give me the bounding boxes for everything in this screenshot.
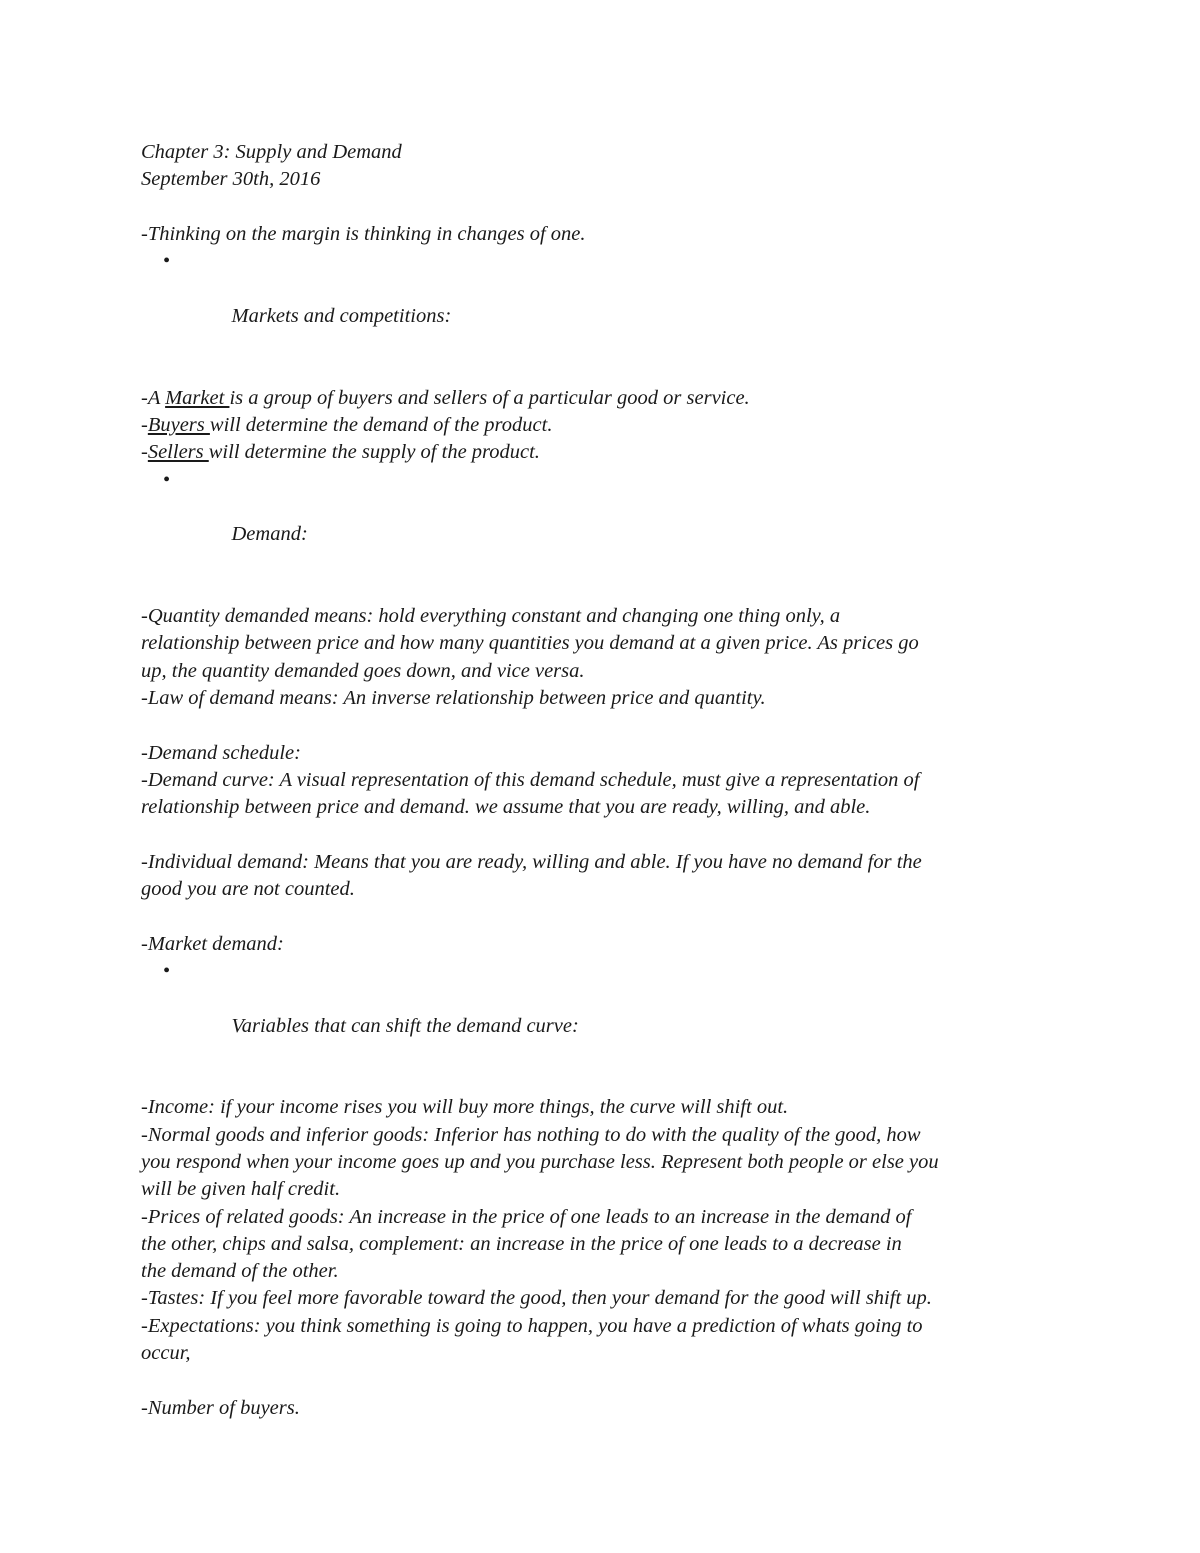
note-related-goods: the demand of the other. — [141, 1260, 339, 1283]
spacer — [141, 194, 1071, 221]
note-quantity-demanded: -Quantity demanded means: hold everything constant and changing one thing only, a — [141, 605, 841, 628]
bullet-label: Demand: — [231, 523, 308, 546]
bullet-item-variables — [141, 958, 1071, 1067]
note-sellers — [141, 439, 1071, 466]
spacer — [141, 903, 1071, 930]
spacer — [141, 1367, 1071, 1394]
note-demand-curve: relationship between price and demand. we assume that you are ready, willing, and able. — [141, 796, 871, 819]
document-date: September 30th, 2016 — [141, 168, 321, 191]
note-demand-curve: -Demand curve: A visual representation of this demand schedule, must give a representation of — [141, 768, 920, 791]
note-expectations: -Expectations: you think something is going to happen, you have a prediction of whats going to — [141, 1314, 923, 1337]
term-market: Market — [165, 386, 230, 409]
spacer — [141, 821, 1071, 848]
note-demand-schedule: -Demand schedule: — [141, 741, 301, 764]
note-buyers — [141, 412, 1071, 439]
note-quantity-demanded: up, the quantity demanded goes down, and vice versa. — [141, 659, 585, 682]
spacer — [141, 712, 1071, 739]
note-prefix: - — [141, 441, 148, 464]
note-normal-goods: -Normal goods and inferior goods: Inferior has nothing to do with the quality of the good, how — [141, 1123, 921, 1146]
note-quantity-demanded: relationship between price and how many quantities you demand at a given price. As prices go — [141, 632, 919, 655]
bullet-icon: • — [163, 250, 171, 273]
note-related-goods: the other, chips and salsa, complement: an increase in the price of one leads to a decrease in — [141, 1232, 902, 1255]
spacer — [141, 357, 1071, 384]
bullet-icon: • — [163, 959, 171, 982]
note-normal-goods: will be given half credit. — [141, 1178, 341, 1201]
spacer — [141, 576, 1071, 603]
bullet-item-markets — [141, 248, 1071, 357]
note-income: -Income: if your income rises you will buy more things, the curve will shift out. — [141, 1096, 789, 1119]
note-market-demand: -Market demand: — [141, 932, 284, 955]
note-market-definition — [141, 385, 1071, 412]
note-prefix: - — [141, 413, 148, 436]
note-law-of-demand: -Law of demand means: An inverse relationship between price and quantity. — [141, 686, 766, 709]
bullet-icon: • — [163, 468, 171, 491]
note-margin: -Thinking on the margin is thinking in changes of one. — [141, 222, 586, 245]
bullet-label: Variables that can shift the demand curve: — [231, 1014, 579, 1037]
document-title: Chapter 3: Supply and Demand — [141, 141, 402, 163]
note-normal-goods: you respond when your income goes up and you purchase less. Represent both people or else you — [141, 1150, 939, 1173]
note-prefix: -A — [141, 386, 166, 409]
note-text: is a group of buyers and sellers of a particular good or service. — [229, 386, 750, 409]
term-buyers: Buyers — [147, 413, 210, 436]
bullet-label: Markets and competitions: — [231, 304, 452, 327]
document-page — [141, 139, 1071, 1422]
note-text: will determine the demand of the product. — [209, 413, 553, 436]
spacer — [141, 1067, 1071, 1094]
note-expectations: occur, — [141, 1342, 191, 1365]
note-related-goods: -Prices of related goods: An increase in the price of one leads to an increase in the demand of — [141, 1205, 912, 1228]
term-sellers: Sellers — [147, 441, 209, 464]
bullet-item-demand — [141, 467, 1071, 576]
note-individual-demand: good you are not counted. — [141, 878, 355, 901]
note-individual-demand: -Individual demand: Means that you are ready, willing and able. If you have no demand for the — [141, 850, 922, 873]
note-number-of-buyers: -Number of buyers. — [141, 1396, 300, 1419]
note-text: will determine the supply of the product. — [208, 441, 540, 464]
note-tastes: -Tastes: If you feel more favorable toward the good, then your demand for the good will shift up. — [141, 1287, 932, 1310]
